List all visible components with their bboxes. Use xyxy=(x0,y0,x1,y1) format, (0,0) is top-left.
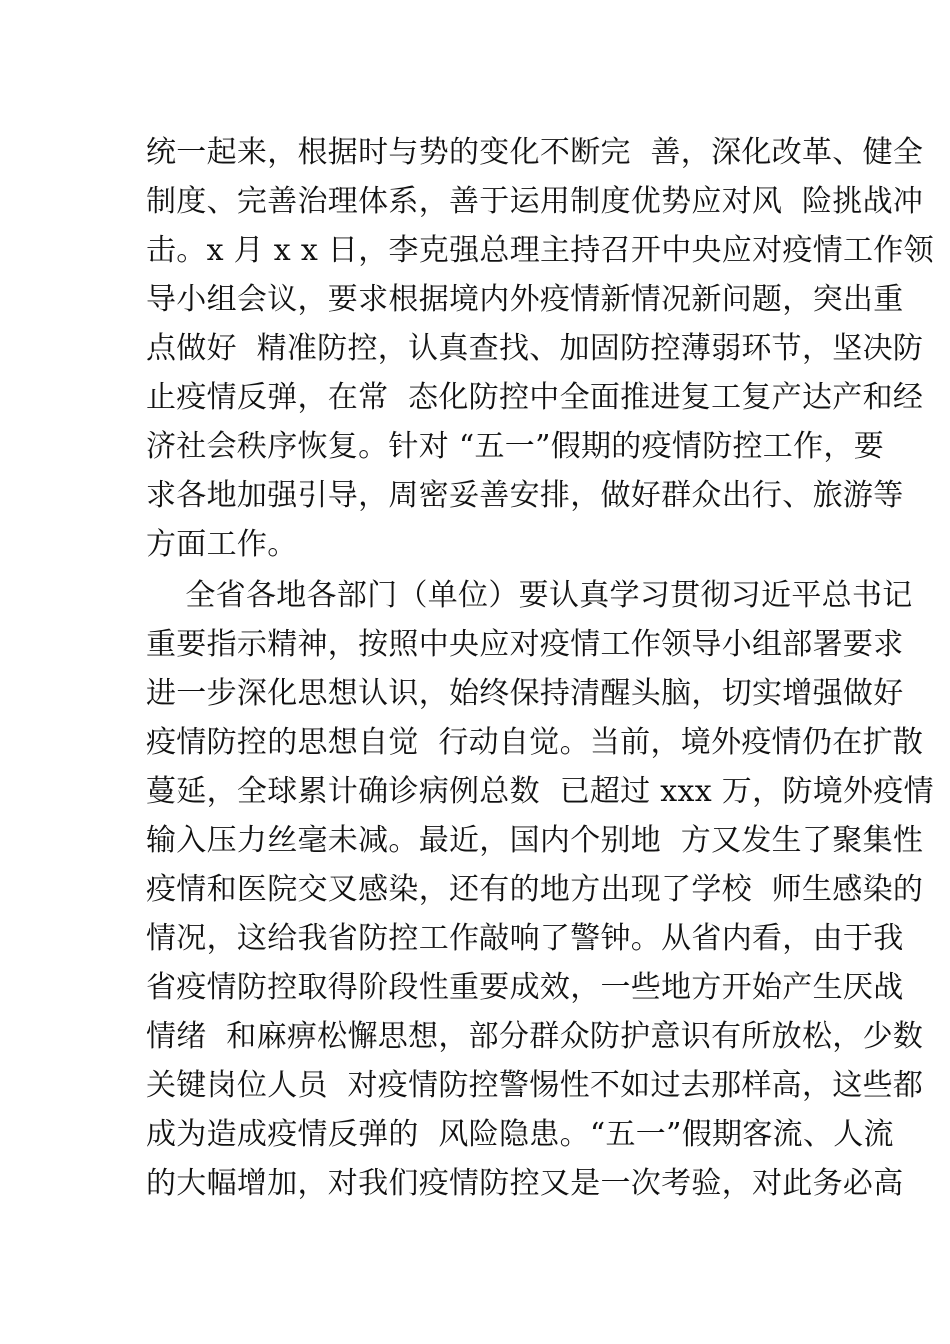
text-line: 方面工作。 xyxy=(146,527,298,562)
text-line: 情绪 和麻痹松懈思想，部分群众防护意识有所放松，少数 xyxy=(146,1019,924,1054)
text-line: 进一步深化思想认识，始终保持清醒头脑，切实增强做好 xyxy=(146,676,904,711)
text-line: 济社会秩序恢复。针对 “五一”假期的疫情防控工作，要 xyxy=(146,429,885,464)
text-line: 求各地加强引导，周密妥善安排，做好群众出行、旅游等 xyxy=(146,478,904,513)
text-line: 疫情和医院交叉感染，还有的地方出现了学校 师生感染的 xyxy=(146,872,924,907)
text-line: 全省各地各部门（单位）要认真学习贯彻习近平总书记 xyxy=(146,578,913,613)
text-line: 重要指示精神，按照中央应对疫情工作领导小组部署要求 xyxy=(146,627,904,662)
text-line: 统一起来，根据时与势的变化不断完 善，深化改革、健全 xyxy=(146,135,924,170)
text-line: 输入压力丝毫未减。最近，国内个别地 方又发生了聚集性 xyxy=(146,823,924,858)
text-line: 情况，这给我省防控工作敲响了警钟。从省内看，由于我 xyxy=(146,921,904,956)
text-line: 关键岗位人员 对疫情防控警惕性不如过去那样高，这些都 xyxy=(146,1068,924,1103)
paragraph-2 xyxy=(146,571,934,1208)
text-line: 点做好 精准防控，认真查找、加固防控薄弱环节，坚决防 xyxy=(146,331,924,366)
text-line: 蔓延，全球累计确诊病例总数 已超过 xxx 万，防境外疫情 xyxy=(146,774,934,809)
paragraph-1 xyxy=(146,128,934,569)
text-line: 击。x 月 x x 日，李克强总理主持召开中央应对疫情工作领 xyxy=(146,233,934,268)
text-line: 导小组会议，要求根据境内外疫情新情况新问题，突出重 xyxy=(146,282,904,317)
text-line: 的大幅增加，对我们疫情防控又是一次考验，对此务必高 xyxy=(146,1166,904,1201)
text-line: 止疫情反弹，在常 态化防控中全面推进复工复产达产和经 xyxy=(146,380,924,415)
text-line: 制度、完善治理体系，善于运用制度优势应对风 险挑战冲 xyxy=(146,184,924,219)
text-line: 成为造成疫情反弹的 风险隐患。“五一”假期客流、人流 xyxy=(146,1117,894,1152)
text-line: 疫情防控的思想自觉 行动自觉。当前，境外疫情仍在扩散 xyxy=(146,725,924,760)
text-line: 省疫情防控取得阶段性重要成效，一些地方开始产生厌战 xyxy=(146,970,904,1005)
